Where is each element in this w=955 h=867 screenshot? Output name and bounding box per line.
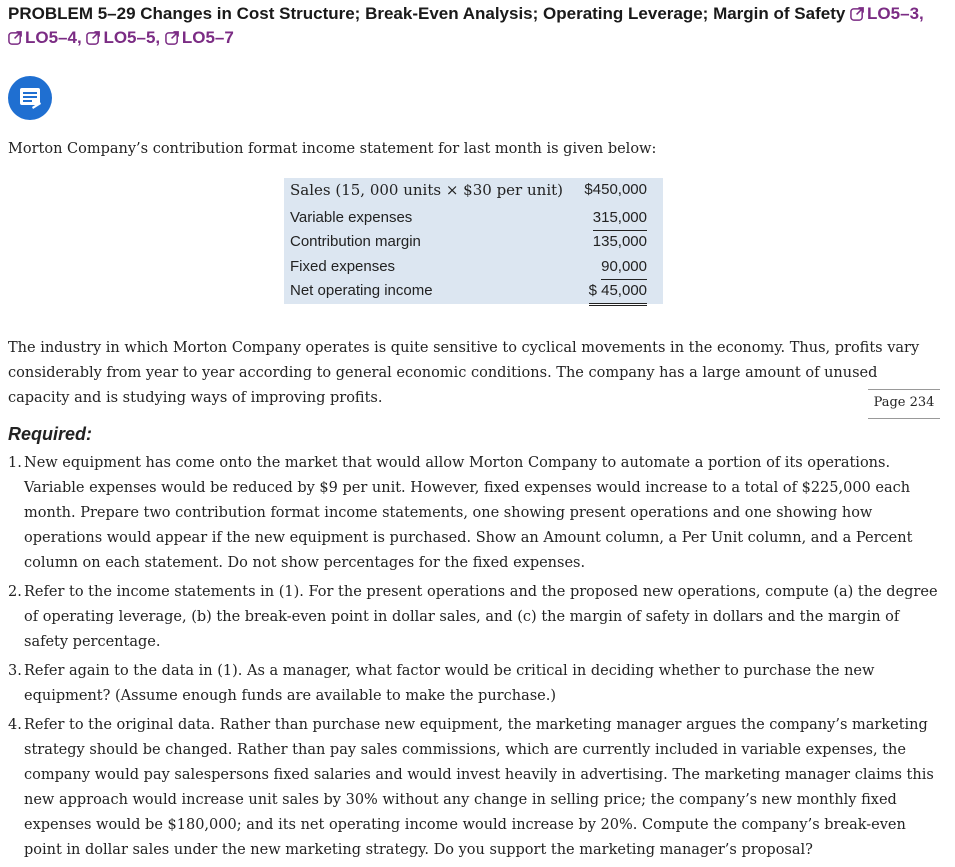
- worksheet-badge[interactable]: [8, 76, 52, 120]
- industry-paragraph: The industry in which Morton Company operates is quite sensitive to cyclical movements in the economy. Thus, profits vary considerably from year to year according to general economic conditions. The company has a large amount of unused capacity and is studying ways of improving profits.: [8, 340, 920, 406]
- list-item: [8, 451, 943, 576]
- row-label: Fixed expenses: [290, 258, 396, 275]
- lo-link-1[interactable]: [850, 4, 924, 23]
- list-item: [8, 713, 943, 863]
- lo-label: LO5–7: [181, 28, 234, 47]
- item-text: Refer to the original data. Rather than purchase new equipment, the marketing manager argues the company’s marketing strategy should be changed. Rather than pay sales commissions, which are currently included in variable expenses, the company would pay salespersons fixed salaries and would invest heavily in advertising. The marketing manager claims this new approach would increase unit sales by 30% without any change in selling price; the company’s new monthly fixed expenses would be $180,000; and its net operating income would increase by 20%. Compute the company’s break-even point in dollar sales under the new marketing strategy. Do you support the marketing manager’s proposal?: [24, 717, 934, 858]
- external-link-icon: [850, 6, 865, 21]
- required-list: [8, 451, 943, 867]
- page-reference: Page 234: [868, 389, 940, 419]
- row-amount: 135,000: [592, 233, 647, 250]
- list-item: [8, 659, 943, 709]
- item-number: 2.: [8, 584, 22, 600]
- row-amount: $ 45,000: [589, 279, 647, 306]
- statement-row-variable: [290, 206, 647, 230]
- lo-label: LO5–3,: [867, 4, 924, 23]
- row-label: Net operating income: [290, 282, 433, 299]
- lo-link-2[interactable]: [8, 28, 82, 47]
- worksheet-icon: [8, 76, 52, 120]
- income-statement: [284, 178, 663, 304]
- item-text: Refer again to the data in (1). As a manager, what factor would be critical in deciding whether to purchase the new equipment? (Assume enough funds are available to make the purchase.): [24, 663, 875, 704]
- item-text: Refer to the income statements in (1). For the present operations and the proposed new operations, compute (a) the degree of operating leverage, (b) the break-even point in dollar sales, and (c) the margin of safety in dollars and the margin of safety percentage.: [24, 584, 938, 650]
- statement-row-net-income: [290, 279, 647, 303]
- lo-label: LO5–4,: [25, 28, 82, 47]
- statement-row-contribution: [290, 230, 647, 254]
- item-number: 1.: [8, 455, 22, 471]
- lo-link-3[interactable]: [86, 28, 160, 47]
- problem-heading: [8, 2, 948, 50]
- row-label: Contribution margin: [290, 233, 421, 250]
- required-heading: Required:: [8, 424, 93, 444]
- external-link-icon: [86, 30, 101, 45]
- statement-row-fixed: [290, 255, 647, 279]
- statement-row-sales: [290, 178, 647, 202]
- external-link-icon: [8, 30, 23, 45]
- row-amount: $450,000: [584, 181, 647, 198]
- item-text: New equipment has come onto the market that would allow Morton Company to automate a portion of its operations. Variable expenses would be reduced by $9 per unit. However, fixed expenses would increase to a total of $225,000 each month. Prepare two contribution format income statements, one showing present operations and one showing how operations would appear if the new equipment is purchased. Show an Amount column, a Per Unit column, and a Percent column on each statement. Do not show percentages for the fixed expenses.: [24, 455, 913, 571]
- problem-title: PROBLEM 5–29 Changes in Cost Structure; Break-Even Analysis; Operating Leverage; Margin of Safety: [8, 4, 846, 23]
- row-amount: 315,000: [593, 206, 647, 231]
- row-label: Variable expenses: [290, 209, 413, 226]
- row-label: Sales (15, 000 units × $30 per unit): [290, 181, 563, 199]
- external-link-icon: [165, 30, 180, 45]
- item-number: 4.: [8, 717, 22, 733]
- intro-text: Morton Company’s contribution format income statement for last month is given below:: [8, 141, 657, 157]
- lo-link-4[interactable]: [165, 28, 234, 47]
- item-number: 3.: [8, 663, 22, 679]
- lo-label: LO5–5,: [103, 28, 161, 47]
- list-item: [8, 580, 943, 655]
- row-amount: 90,000: [601, 255, 647, 280]
